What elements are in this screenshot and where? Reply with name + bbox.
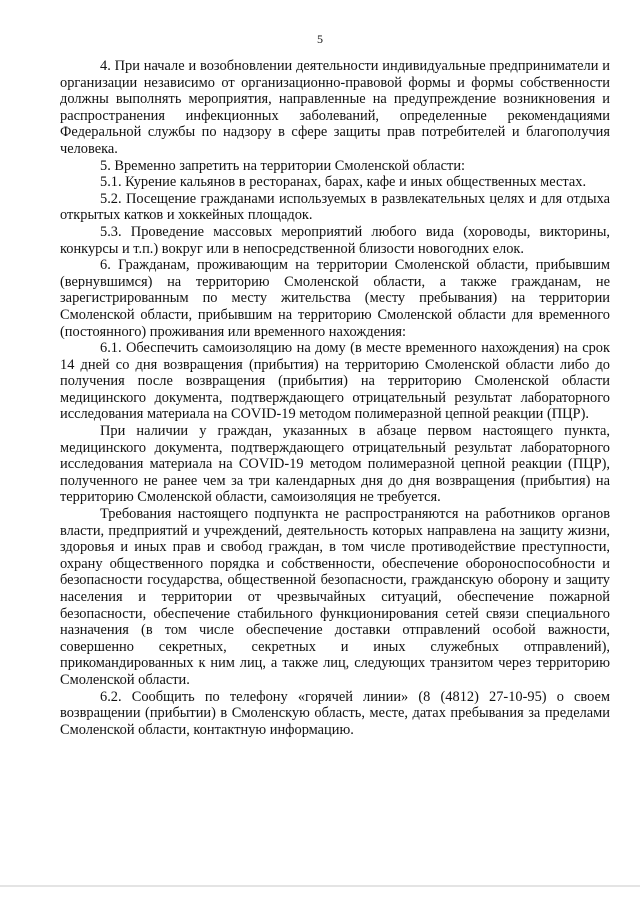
paragraph-5-1: 5.1. Курение кальянов в ресторанах, барах, кафе и иных общественных местах. <box>100 174 587 191</box>
paragraph-6-1-exception: При наличии у граждан, указанных в абзаце первом настоящего пункта, медицинского документа, подтверждающего отрицательный результат лабораторного исследования материала на COVID-19 методом полимеразной цепной реакции (ПЦР), полученного не ранее чем за три календарных дня до дня возвращения (прибытия) на территорию Смоленской области, самоизоляция не требуется. <box>60 423 610 506</box>
paragraph-5-2: 5.2. Посещение гражданами используемых в развлекательных целях и для отдыха открытых катков и хоккейных площадок. <box>60 190 610 224</box>
paragraph-6-2: 6.2. Сообщить по телефону «горячей линии» (8 (4812) 27-10-95) о своем возвращении (прибытии) в Смоленскую область, месте, датах пребывания за пределами Смоленской области, контактную информацию. <box>60 688 610 738</box>
scan-edge-line <box>0 885 640 887</box>
document-body <box>60 58 610 738</box>
paragraph-5-3: 5.3. Проведение массовых мероприятий любого вида (хороводы, викторины, конкурсы и т.п.) вокруг или в непосредственной близости новогодних елок. <box>60 223 610 257</box>
paragraph-5: 5. Временно запретить на территории Смоленской области: <box>100 157 466 174</box>
paragraph-6-1-scope: Требования настоящего подпункта не распространяются на работников органов власти, предприятий и учреждений, деятельность которых направлена на защиту жизни, здоровья и иных прав и свобод граждан, в том числе противодействие преступности, охрану общественного порядка и собственности, обеспечение обороноспособности и безопасности государства, общественной безопасности, гражданскую оборону и защиту населения и территории от чрезвычайных ситуаций, обеспечение пожарной безопасности, обеспечение стабильного функционирования сетей связи специального назначения (в том числе обеспечение доставки отправлений особой важности, совершенно секретных, секретных и иных служебных отправлений), прикомандированных к ним лиц, а также лиц, следующих транзитом через территорию Смоленской области. <box>60 506 610 688</box>
paragraph-6: 6. Гражданам, проживающим на территории Смоленской области, прибывшим (вернувшимся) на территорию Смоленской области, а также гражданам, не зарегистрированным по месту жительства (месту пребывания) на территории Смоленской области, прибывшим на территорию Смоленской области для временного (постоянного) проживания или временного нахождения: <box>60 257 610 340</box>
page-number: 5 <box>317 32 323 46</box>
paragraph-4: 4. При начале и возобновлении деятельности индивидуальные предприниматели и организации независимо от организационно-правовой формы и формы собственности должны выполнять мероприятия, направленные на предупреждение возникновения и распространения инфекционных заболеваний, определенные рекомендациями Федеральной службы по надзору в сфере защиты прав потребителей и благополучия человека. <box>60 58 610 157</box>
paragraph-6-1: 6.1. Обеспечить самоизоляцию на дому (в месте временного нахождения) на срок 14 дней со дня возвращения (прибытия) на территорию Смоленской области либо до получения после возвращения (прибытия) на территорию Смоленской области медицинского документа, подтверждающего отрицательный результат лабораторного исследования материала на COVID-19 методом полимеразной цепной реакции (ПЦР). <box>60 340 610 423</box>
